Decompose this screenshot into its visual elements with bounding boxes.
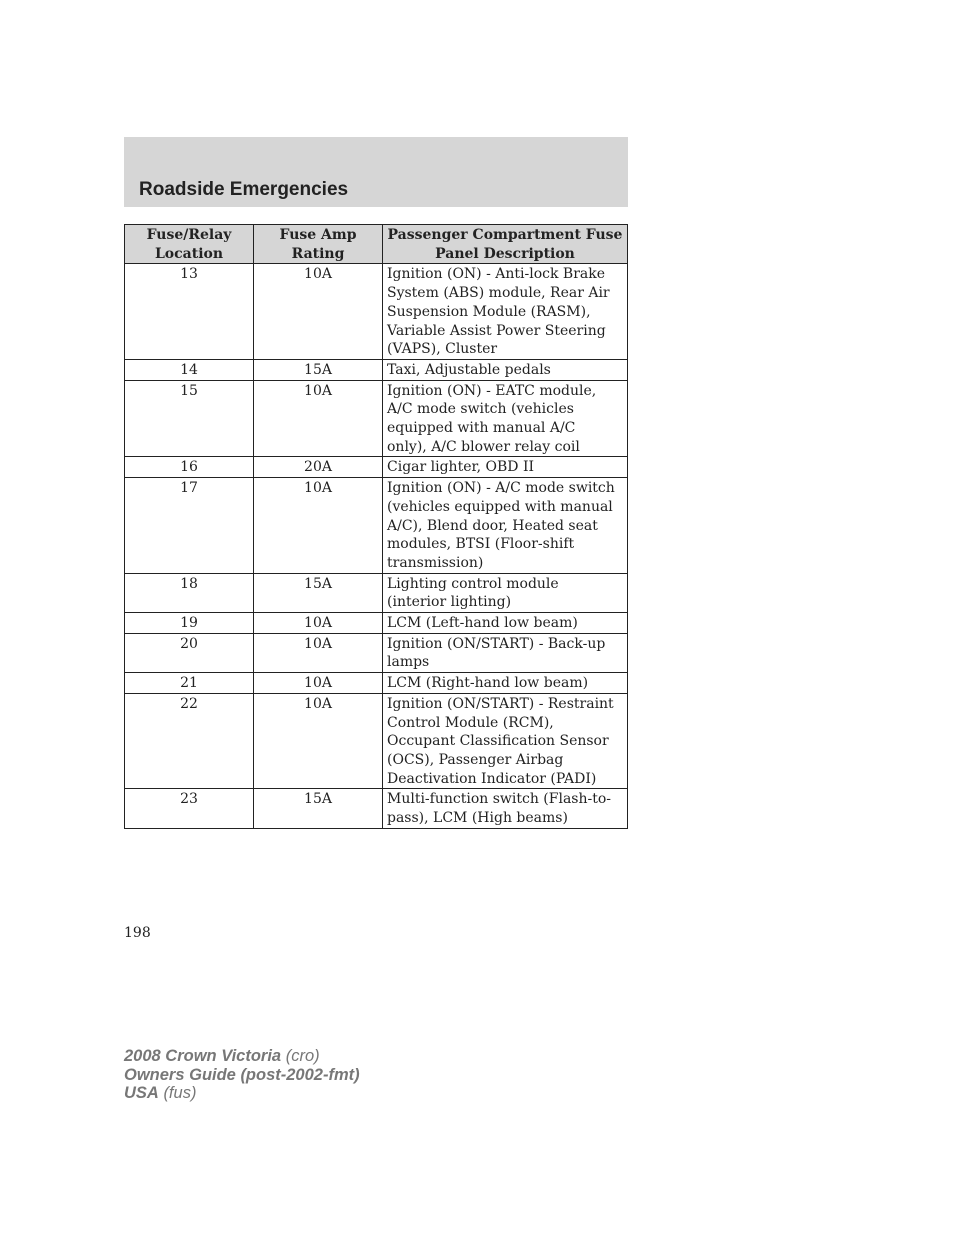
cell-description: Ignition (ON/START) - Restraint Control Module (RCM), Occupant Classification Sensor (OCS), Passenger Airbag Deactivation Indicator (PADI) [383, 693, 628, 789]
cell-location: 14 [125, 359, 254, 380]
footer-market-name: USA [124, 1084, 159, 1102]
cell-description: Ignition (ON/START) - Back-up lamps [383, 633, 628, 672]
cell-location: 23 [125, 789, 254, 828]
table-row [125, 264, 628, 360]
cell-amp: 10A [254, 380, 383, 457]
table-row [125, 573, 628, 612]
cell-description: LCM (Right-hand low beam) [383, 673, 628, 694]
footer-line-model [124, 1047, 360, 1066]
table-row [125, 789, 628, 828]
cell-description: Multi-function switch (Flash-to-pass), LCM (High beams) [383, 789, 628, 828]
cell-location: 22 [125, 693, 254, 789]
cell-amp: 10A [254, 613, 383, 634]
cell-location: 18 [125, 573, 254, 612]
cell-location: 16 [125, 457, 254, 478]
fuse-table [124, 224, 628, 829]
page-number: 198 [124, 925, 151, 941]
cell-amp: 10A [254, 264, 383, 360]
cell-description: LCM (Left-hand low beam) [383, 613, 628, 634]
cell-amp: 15A [254, 573, 383, 612]
footer-model-name: 2008 Crown Victoria [124, 1047, 282, 1065]
cell-description: Ignition (ON) - EATC module, A/C mode switch (vehicles equipped with manual A/C only), A/C blower relay coil [383, 380, 628, 457]
cell-amp: 20A [254, 457, 383, 478]
section-title: Roadside Emergencies [139, 179, 349, 200]
cell-location: 20 [125, 633, 254, 672]
cell-location: 13 [125, 264, 254, 360]
header-amp-rating: Fuse Amp Rating [254, 225, 383, 264]
cell-amp: 10A [254, 633, 383, 672]
table-row [125, 613, 628, 634]
cell-amp: 10A [254, 478, 383, 574]
cell-description: Ignition (ON) - Anti-lock Brake System (ABS) module, Rear Air Suspension Module (RASM), Variable Assist Power Steering (VAPS), Cluster [383, 264, 628, 360]
header-location: Fuse/Relay Location [125, 225, 254, 264]
cell-amp: 10A [254, 673, 383, 694]
cell-amp: 15A [254, 359, 383, 380]
document-footer [124, 1047, 360, 1103]
table-row [125, 478, 628, 574]
footer-guide-name: Owners Guide (post-2002-fmt) [124, 1065, 360, 1084]
cell-amp: 10A [254, 693, 383, 789]
table-row [125, 633, 628, 672]
cell-description: Lighting control module (interior lighting) [383, 573, 628, 612]
section-header [124, 137, 628, 207]
footer-market-code: (fus) [163, 1084, 197, 1102]
cell-description: Taxi, Adjustable pedals [383, 359, 628, 380]
table-header-row [125, 225, 628, 264]
table-row [125, 693, 628, 789]
table-row [125, 359, 628, 380]
footer-line-guide [124, 1066, 360, 1085]
table-row [125, 457, 628, 478]
table-row [125, 380, 628, 457]
cell-location: 15 [125, 380, 254, 457]
cell-description: Cigar lighter, OBD II [383, 457, 628, 478]
cell-location: 21 [125, 673, 254, 694]
cell-location: 17 [125, 478, 254, 574]
footer-model-code: (cro) [285, 1047, 320, 1065]
table-row [125, 673, 628, 694]
header-description: Passenger Compartment Fuse Panel Description [383, 225, 628, 264]
cell-description: Ignition (ON) - A/C mode switch (vehicles equipped with manual A/C), Blend door, Heated seat modules, BTSI (Floor-shift transmission) [383, 478, 628, 574]
footer-line-market [124, 1084, 360, 1103]
cell-location: 19 [125, 613, 254, 634]
cell-amp: 15A [254, 789, 383, 828]
